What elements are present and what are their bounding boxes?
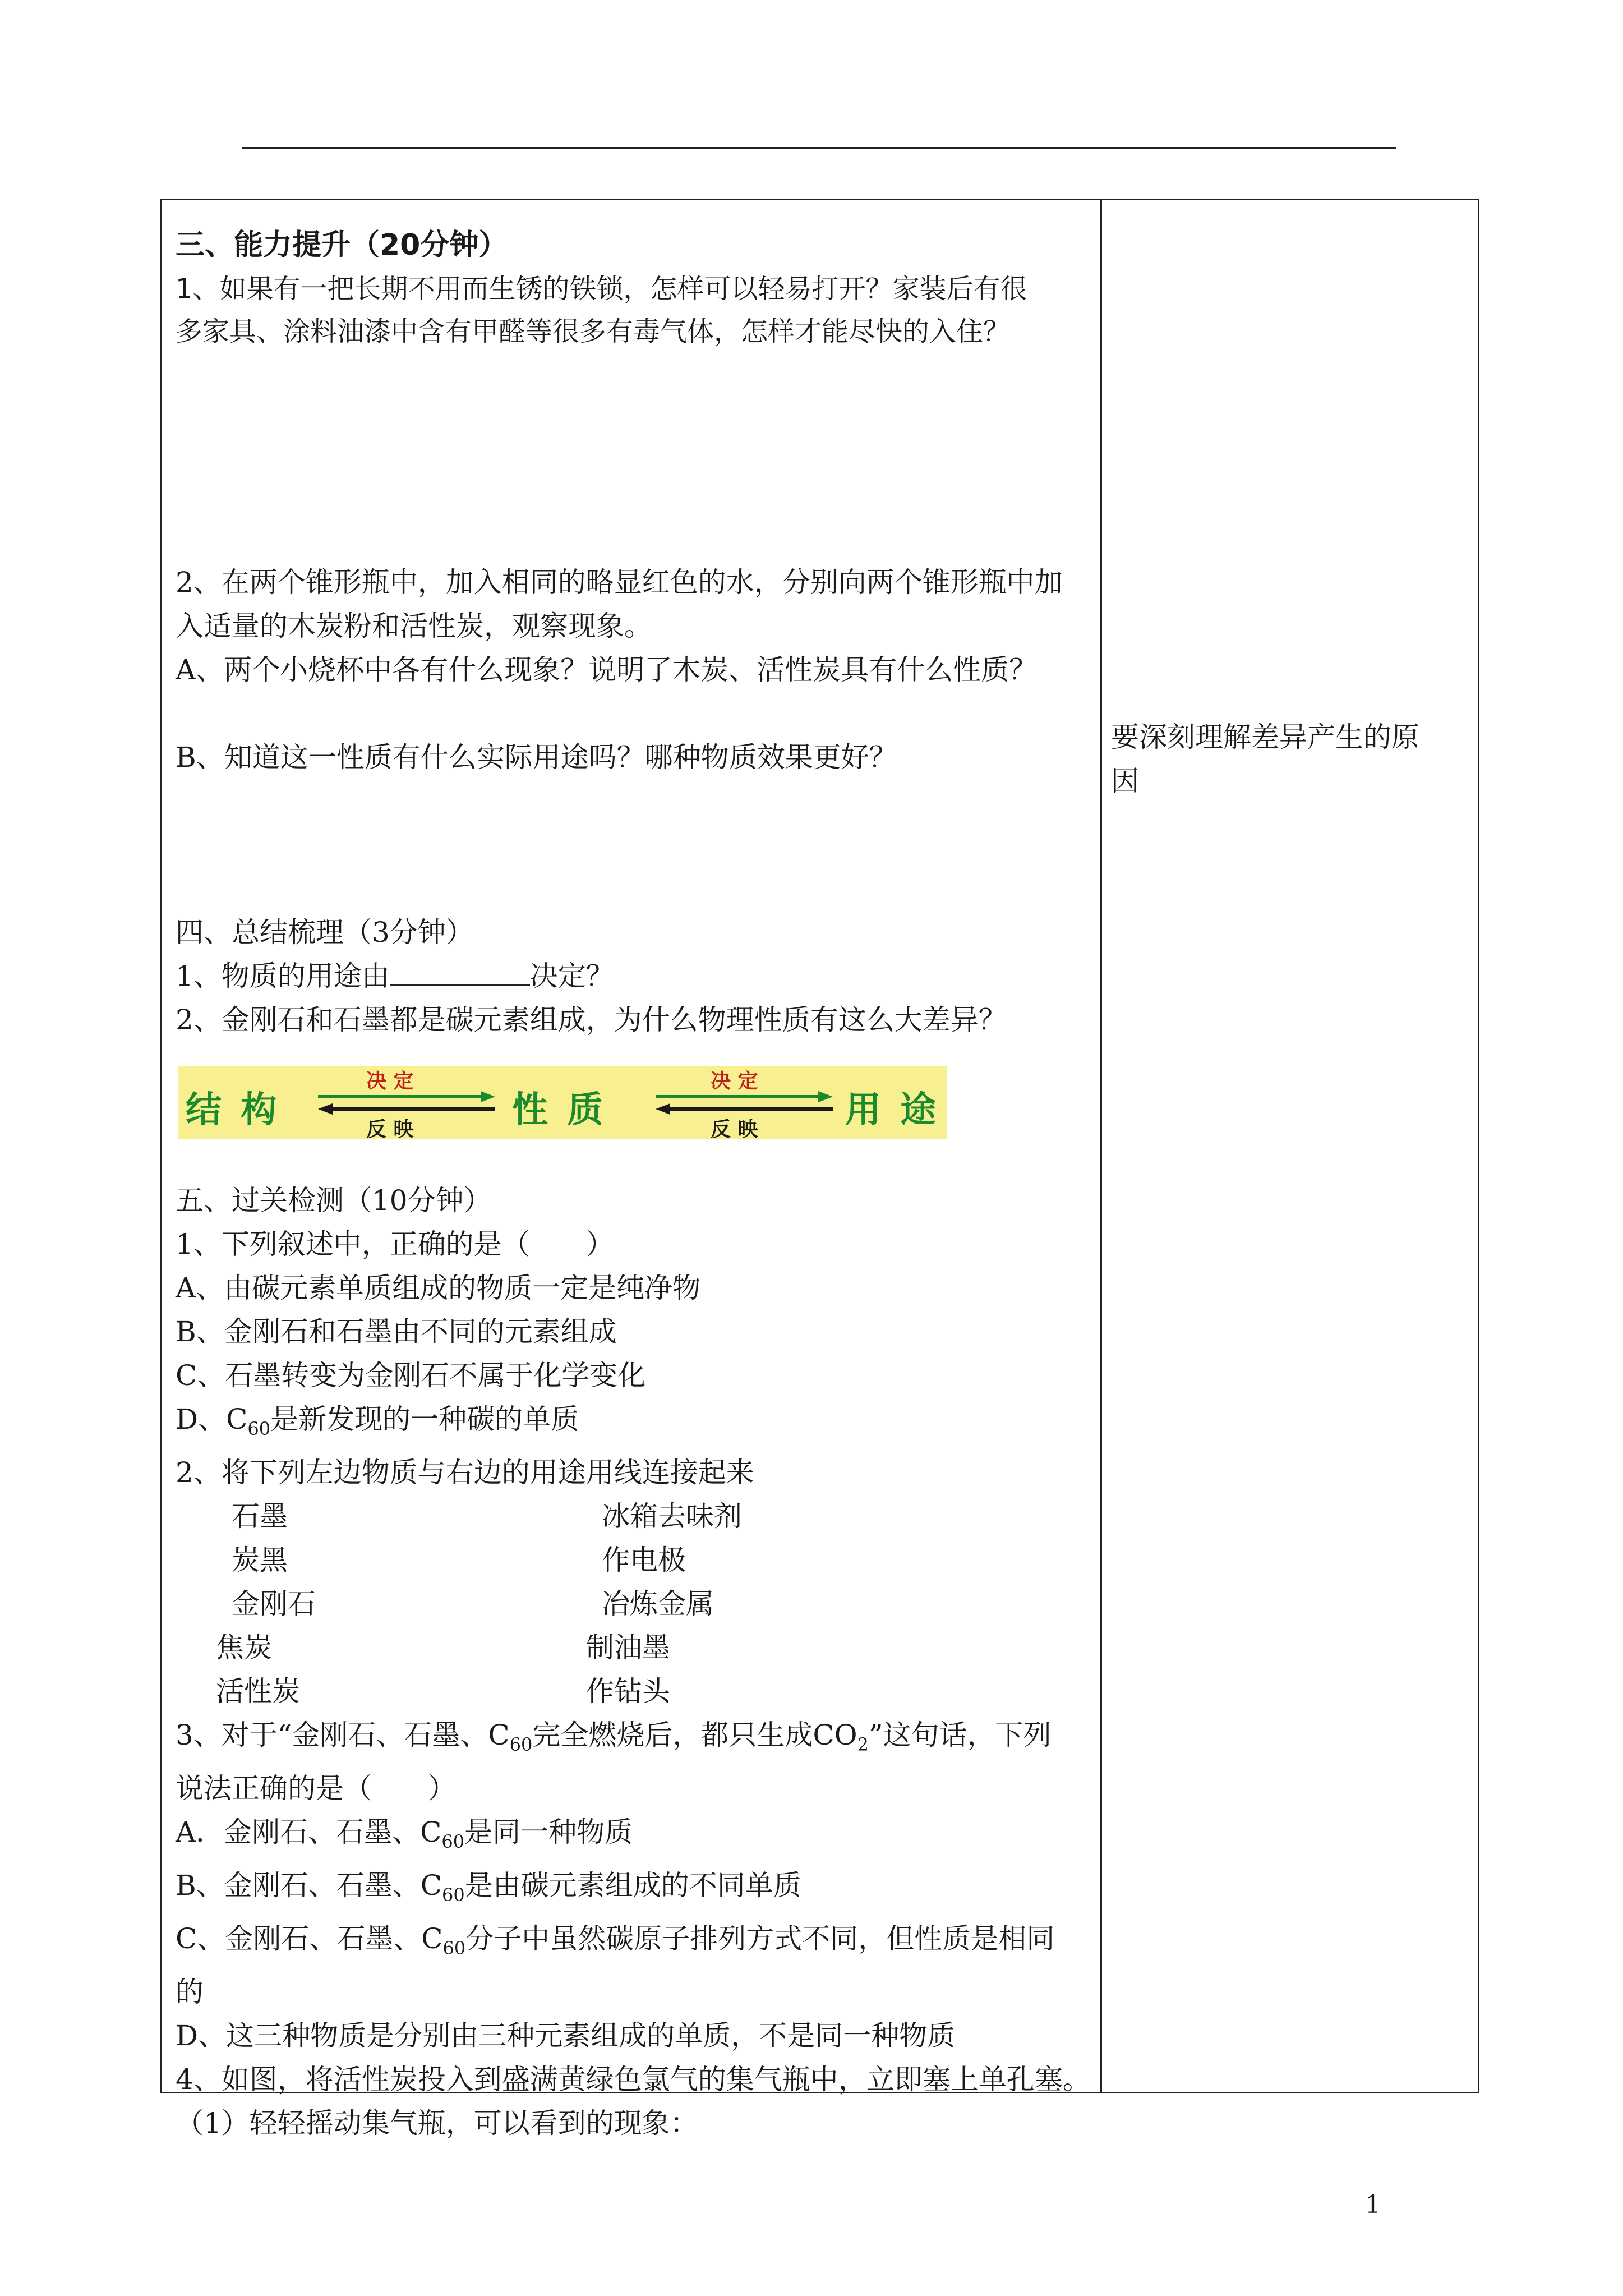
answer-space [176,779,1090,910]
banner-word-use: 用 途 [845,1089,940,1131]
substance: 炭黑 [232,1544,288,1576]
use: 冰箱去味剂 [602,1500,742,1533]
substance: 活性炭 [216,1675,300,1708]
section5-q1-option-a: A、由碳元素单质组成的物质一定是纯净物 [176,1272,701,1304]
section3-q2-b: B、知道这一性质有什么实际用途吗？哪种物质效果更好？ [176,741,897,774]
section5-q1-option-c: C、石墨转变为金刚石不属于化学变化 [176,1359,646,1392]
matching-row [216,1626,1090,1669]
side-note [1111,715,1459,803]
option-text: A．金刚石、石墨、C [176,1816,442,1848]
section5-q4-part1: （1）轻轻摇动集气瓶，可以看到的现象： [176,2107,698,2139]
double-arrow-icon [654,1089,834,1117]
section3-title: 三、能力提升（20分钟） [176,228,508,262]
section4-q1-post: 决定？ [529,960,614,992]
structure-property-use-diagram [178,1066,947,1139]
option-d-text: 是新发现的一种碳的单质 [270,1403,579,1435]
option-text: 分子中虽然碳原子排列方式不同，但性质是相同 [465,1922,1055,1955]
answer-space [176,692,1090,735]
matching-row [232,1494,1090,1538]
q3-text: ”这句话，下列 [868,1719,1052,1751]
subscript: 60 [441,1831,465,1852]
banner-label-reflect: 反 映 [711,1118,758,1141]
banner-word-structure: 结 构 [186,1089,280,1131]
q3-text: 3、对于“金刚石、石墨、C [176,1719,510,1751]
use: 作电极 [602,1544,686,1576]
subscript: 2 [857,1734,869,1755]
page-number: 1 [1365,2191,1381,2219]
subscript: 60 [442,1938,466,1959]
substance: 焦炭 [216,1631,272,1664]
section4-q1-pre: 1、物质的用途由 [176,960,390,992]
option-d-prefix: D、C [176,1403,248,1435]
section5-q3-option-b [176,1864,1090,1917]
substance: 石墨 [232,1500,288,1533]
use: 冶炼金属 [602,1588,714,1620]
section5-q3-option-c [176,1917,1090,1970]
section3-q2-line2: 入适量的木炭粉和活性炭，观察现象。 [176,610,652,642]
side-note-line2: 因 [1111,765,1139,797]
section3-q1-line1: 1、如果有一把长期不用而生锈的铁锁，怎样可以轻易打开？家装后有很 [176,273,1027,305]
worksheet-table [160,199,1479,2139]
banner-label-reflect: 反 映 [366,1118,414,1141]
section5-q1-option-b: B、金刚石和石墨由不同的元素组成 [176,1315,617,1348]
section4-title: 四、总结梳理（3分钟） [176,916,474,949]
substance: 金刚石 [232,1588,316,1620]
use: 作钻头 [586,1675,670,1708]
column-divider [1100,200,1102,2092]
option-text: 是由碳元素组成的不同单质 [464,1869,801,1902]
matching-row [232,1538,1090,1582]
matching-row [216,1669,1090,1713]
section5-q3-line2: 说法正确的是（ ） [176,1772,456,1805]
double-arrow-icon [317,1089,496,1117]
section5-q3-option-a [176,1810,1090,1864]
fill-blank [390,958,530,986]
section5-q3-option-d: D、这三种物质是分别由三种元素组成的单质，不是同一种物质 [176,2019,956,2052]
main-column [176,223,1090,2145]
use: 制油墨 [586,1631,670,1664]
section3-q2-a: A、两个小烧杯中各有什么现象？说明了木炭、活性炭具有什么性质？ [176,654,1038,686]
option-text: B、金刚石、石墨、C [176,1869,442,1902]
banner-word-property: 性 质 [512,1089,607,1131]
subscript: 60 [509,1734,533,1755]
matching-row [232,1582,1090,1626]
answer-space [176,353,1090,560]
matching-pairs [216,1494,1090,1713]
section4-q1 [176,954,1090,998]
banner-label-decide: 决 定 [711,1070,758,1093]
section5-q2: 2、将下列左边物质与右边的用途用线连接起来 [176,1456,754,1489]
section3-q1-line2: 多家具、涂料油漆中含有甲醛等很多有毒气体，怎样才能尽快的入住？ [176,316,1011,347]
section5-q3-line1 [176,1713,1090,1766]
section5-q3-option-c-cont: 的 [176,1976,204,2008]
subscript: 60 [247,1418,271,1439]
header-rule [242,147,1396,149]
banner-label-decide: 决 定 [366,1070,414,1093]
section4-q2: 2、金刚石和石墨都是碳元素组成，为什么物理性质有这么大差异？ [176,1004,1007,1036]
subscript: 60 [442,1884,465,1906]
section5-q1: 1、下列叙述中，正确的是（ ） [176,1228,614,1260]
q3-text: 完全燃烧后，都只生成CO [532,1719,857,1751]
side-note-line1: 要深刻理解差异产生的原 [1111,721,1419,753]
section5-q4: 4、如图，将活性炭投入到盛满黄绿色氯气的集气瓶中，立即塞上单孔塞。 [176,2063,1091,2096]
section5-q1-option-d [176,1397,1090,1451]
option-text: C、金刚石、石墨、C [176,1922,443,1955]
section5-title: 五、过关检测（10分钟） [176,1184,492,1217]
option-text: 是同一种物质 [464,1816,633,1848]
section3-q2-line1: 2、在两个锥形瓶中，加入相同的略显红色的水，分别向两个锥形瓶中加 [176,566,1063,599]
